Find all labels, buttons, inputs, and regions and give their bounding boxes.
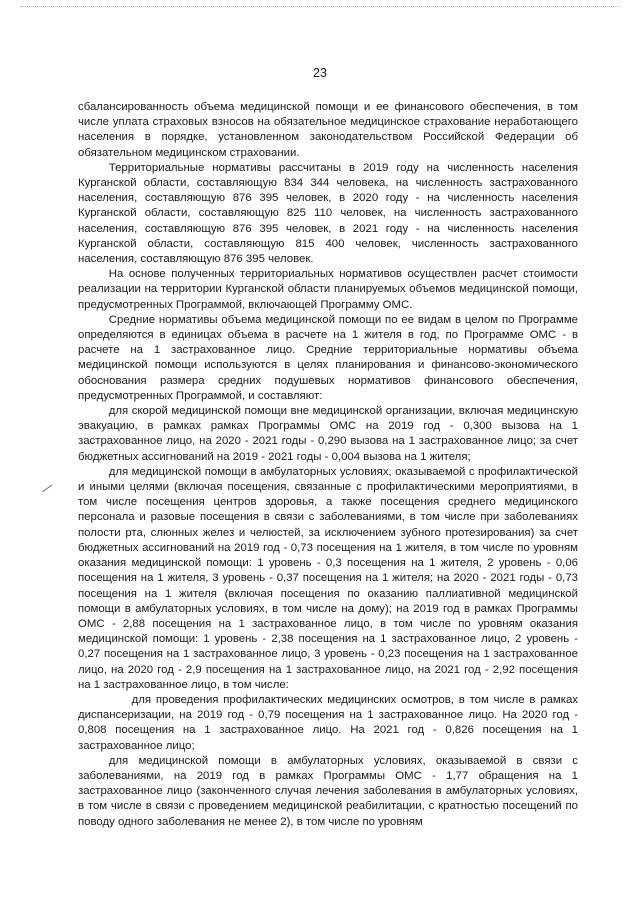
- margin-mark: [42, 485, 58, 501]
- paragraph: сбалансированность объема медицинской помощи и ее финансового обеспечения, в том числе уплата страховых взносов на обязательное медицинское страхование неработающего населения в порядке, установленном законодательством Российской Федерации об обязательном медицинском страховании.: [78, 101, 578, 159]
- page-number: 23: [313, 66, 327, 80]
- paragraph: для проведения профилактических медицинских осмотров, в том числе в рамках диспансеризации, на 2019 год - 0,79 посещения на 1 застрахованное лицо. На 2020 год - 0,808 посещения на 1 застрахованное лицо. На 2021 год - 0,826 посещения на 1 застрахованное лицо;: [78, 693, 578, 752]
- paragraph: Территориальные нормативы рассчитаны в 2019 году на численность населения Курганской области, составляющую 834 344 человека, на численность застрахованного населения, составляющую 876 395 человек, в 2020 году - на численность населения Курганской области, составляющую 825 110 человек, на численность застрахованного населения, составляющую 876 395 человек, в 2021 году - на численность населения Курганской области, составляющую 815 400 человек, численность застрахованного населения, составляющую 876 395 человек.: [78, 161, 578, 266]
- paragraph: для скорой медицинской помощи вне медицинской организации, включая медицинскую эвакуацию, в рамках рамках Программы ОМС на 2019 год - 0,300 вызова на 1 застрахованное лицо, на 2020 - 2021 годы - 0,290 вызова на 1 застрахованное лицо; за счет бюджетных ассигнований на 2019 - 2021 годы - 0,004 вызова на 1 жителя;: [78, 405, 578, 463]
- document-body: [78, 100, 578, 830]
- scan-top-edge: [20, 6, 620, 7]
- paragraph: Средние нормативы объема медицинской помощи по ее видам в целом по Программе определяются в единицах объема в расчете на 1 жителя в год, по Программе ОМС - в расчете на 1 застрахованное лицо. Средние территориальные нормативы объема медицинской помощи используются в целях планирования и финансово-экономического обоснования размера средних подушевых нормативов финансового обеспечения, предусмотренных Программой, и составляют:: [78, 313, 578, 402]
- paragraph: для медицинской помощи в амбулаторных условиях, оказываемой в связи с заболеваниями, на 2019 год в рамках Программы ОМС - 1,77 обращения на 1 застрахованное лицо (законченного случая лечения заболевания в амбулаторных условиях, в том числе в связи с проведением медицинской реабилитации, с кратностью посещений по поводу одного заболевания не менее 2), в том числе по уровням: [78, 754, 578, 828]
- paragraph: для медицинской помощи в амбулаторных условиях, оказываемой с профилактической и иными целями (включая посещения, связанные с профилактическими мероприятиями, в том числе посещения центров здоровья, а также посещения среднего медицинского персонала и разовые посещения в связи с заболеваниями, в том числе при заболеваниях полости рта, слюнных желез и челюстей, за исключением зубного протезирования) за счет бюджетных ассигнований на 2019 год - 0,73 посещения на 1 жителя, в том числе по уровням оказания медицинской помощи: 1 уровень - 0,3 посещения на 1 жителя, 2 уровень - 0,06 посещения на 1 жителя, 3 уровень - 0,37 посещения на 1 жителя; на 2020 - 2021 годы - 0,73 посещения на 1 жителя (включая посещения по оказанию паллиативной медицинской помощи в амбулаторных условиях, в том числе на дому); на 2019 год в рамках Программы ОМС - 2,88 посещения на 1 застрахованное лицо, в том числе по уровням оказания медицинской помощи: 1 уровень - 2,38 посещения на 1 застрахованное лицо, 2 уровень - 0,27 посещения на 1 застрахованное лицо, 3 уровень - 0,23 посещения на 1 застрахованное лицо, на 2020 год - 2,9 посещения на 1 застрахованное лицо, на 2021 год - 2,92 посещения на 1 застрахованное лицо, в том числе:: [78, 465, 578, 691]
- paragraph: На основе полученных территориальных нормативов осуществлен расчет стоимости реализации на территории Курганской области планируемых объемов медицинской помощи, предусмотренных Программой, включающей Программу ОМС.: [78, 268, 578, 311]
